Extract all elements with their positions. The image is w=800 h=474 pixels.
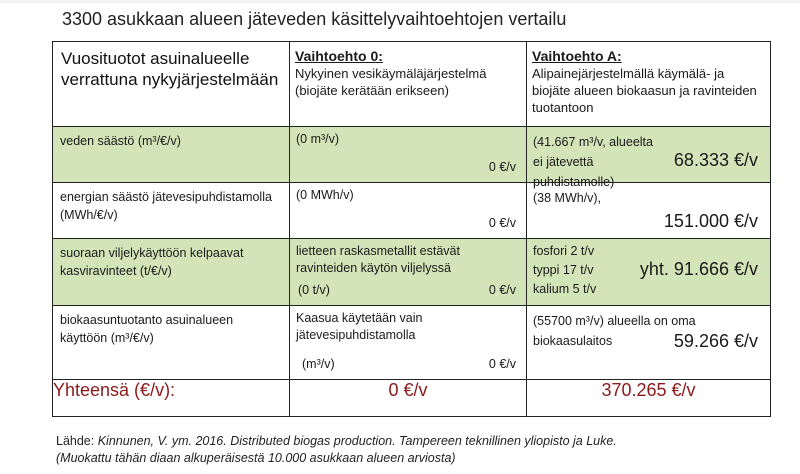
row1-optA-value: 68.333 €/v: [673, 150, 758, 170]
row2-optA-text: (38 MWh/v),: [533, 191, 602, 205]
header-col2: [290, 42, 527, 127]
top-border: [0, 0, 800, 3]
option0-title: Vaihtoehto 0:: [295, 48, 383, 64]
row2-optA-value: 151.000 €/v: [663, 211, 758, 231]
row4-opt0-cell: [290, 306, 527, 380]
row4-label: biokaasuntuotanto asuinalueen käyttöön (m³/€/v): [60, 313, 234, 345]
row1-opt0-value: 0 €/v: [488, 160, 516, 174]
row4-opt0-sub: (m³/v): [302, 357, 335, 371]
row3-label-cell: [53, 239, 290, 306]
row4-optA-value: 59.266 €/v: [673, 331, 758, 351]
row3-optA-nitrogen: typpi 17 t/v: [533, 263, 594, 277]
slide-title: 3300 asukkaan alueen jäteveden käsittelyvaihtoehtojen vertailu: [62, 9, 567, 29]
row2-label-cell: [53, 183, 290, 239]
row3-opt0-value: 0 €/v: [488, 283, 516, 297]
row2-opt0-text: (0 MWh/v): [296, 188, 354, 202]
total-opt0: 0 €/v: [290, 380, 527, 417]
row2-opt0-cell: [290, 183, 527, 239]
total-optA: 370.265 €/v: [527, 380, 771, 417]
row3-optA-value: yht. 91.666 €/v: [639, 259, 758, 279]
row4-label-cell: [53, 306, 290, 380]
row-water-saving: [53, 127, 771, 183]
row4-optA-text: (55700 m³/v) alueella on oma biokaasulaitos: [533, 314, 696, 348]
row-energy-saving: [53, 183, 771, 239]
source-reference: Kinnunen, V. ym. 2016. Distributed biogas production. Tampereen teknillinen yliopisto ja Luke.: [97, 434, 617, 448]
row2-label: energian säästö jätevesipuhdistamolla (MWh/€/v): [60, 190, 272, 222]
option0-desc: Nykyinen vesikäymäläjärjestelmä (biojäte kerätään erikseen): [295, 66, 487, 98]
row3-optA-phosphorus: fosfori 2 t/v: [533, 244, 595, 258]
header-col1: [53, 42, 290, 127]
source-citation: [56, 433, 796, 467]
row3-opt0-sub: (0 t/v): [298, 283, 330, 297]
row4-opt0-value: 0 €/v: [488, 357, 516, 371]
optionA-title: Vaihtoehto A:: [532, 48, 622, 64]
row3-opt0-text: lietteen raskasmetallit estävät ravinteiden käytön viljelyssä: [296, 244, 460, 275]
comparison-table: [52, 41, 771, 417]
total-label: Yhteensä (€/v):: [53, 380, 290, 417]
row1-opt0-text: (0 m³/v): [296, 132, 340, 146]
row3-optA-cell: [527, 239, 771, 306]
source-note: (Muokattu tähän diaan alkuperäisestä 10.000 asukkaan alueen arviosta): [56, 451, 456, 465]
optionA-desc: Alipainejärjestelmällä käymälä- ja biojäte alueen biokaasun ja ravinteiden tuotantoon: [532, 66, 757, 115]
header-col3: [527, 42, 771, 127]
total-row: [53, 380, 771, 417]
row2-opt0-value: 0 €/v: [488, 216, 516, 230]
row4-optA-cell: [527, 306, 771, 380]
row-biogas: [53, 306, 771, 380]
row1-optA-text: (41.667 m³/v, alueelta ei jätevettä puhdistamolle): [533, 135, 653, 189]
source-prefix: Lähde:: [56, 434, 98, 448]
row-nutrients: [53, 239, 771, 306]
row1-label-cell: [53, 127, 290, 183]
header-col1-text: Vuosituotot asuinalueelle verrattuna nykyjärjestelmään: [61, 49, 279, 89]
row4-opt0-text: Kaasua käytetään vain jätevesipuhdistamolla: [296, 311, 423, 342]
row1-optA-cell: [527, 127, 771, 189]
row1-label: veden säästö (m³/€/v): [60, 134, 181, 148]
row3-label: suoraan viljelykäyttöön kelpaavat kasviravinteet (t/€/v): [60, 246, 244, 278]
row3-opt0-cell: [290, 239, 527, 306]
row2-optA-cell: [527, 183, 771, 239]
row1-opt0-cell: [290, 127, 527, 183]
row3-optA-potassium: kalium 5 t/v: [533, 282, 597, 296]
header-row: [53, 42, 771, 127]
